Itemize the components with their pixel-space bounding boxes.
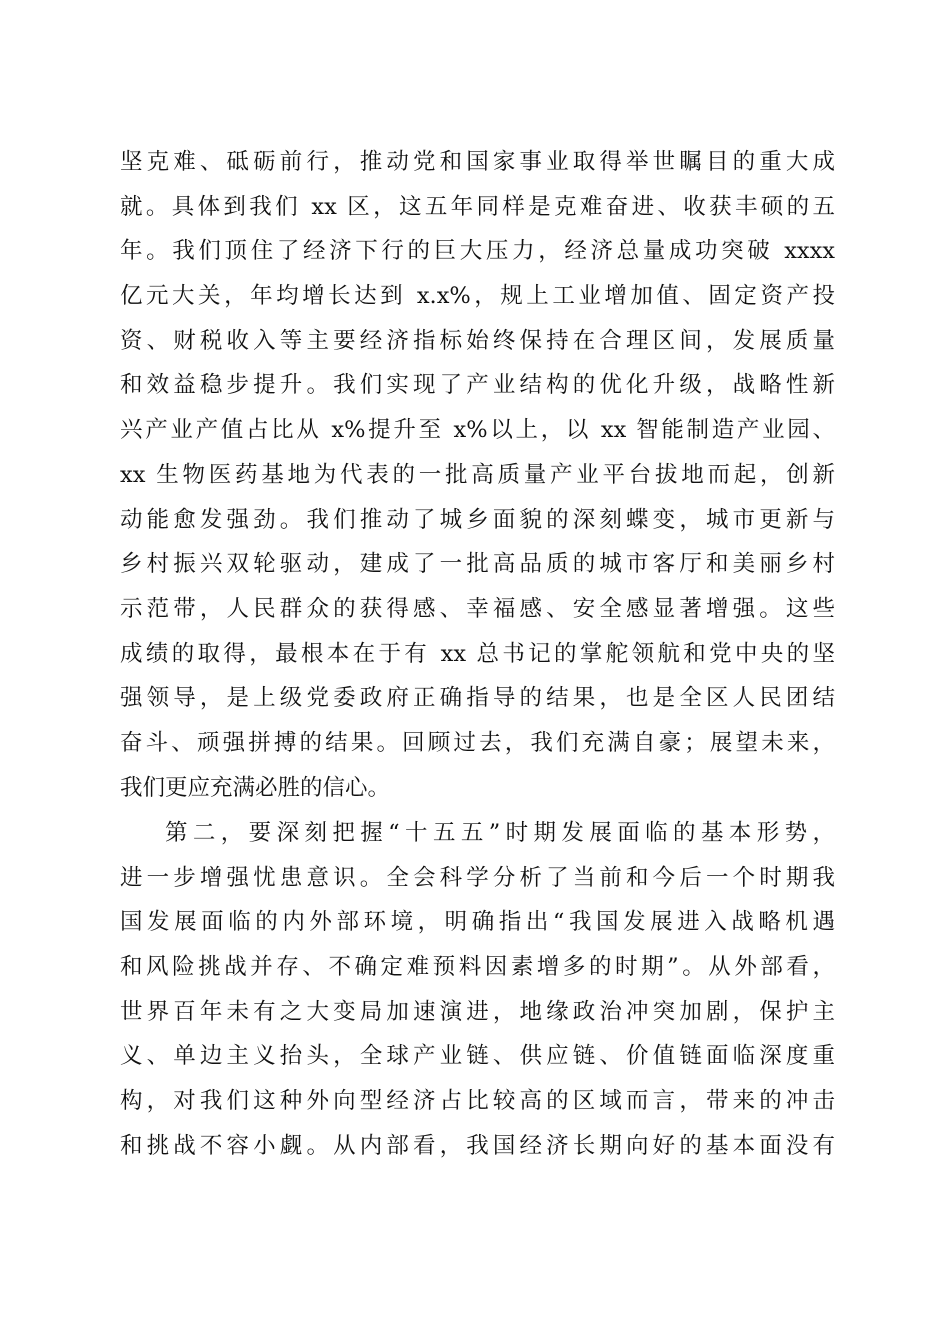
text-line: 和风险挑战并存、不确定难预料因素增多的时期”。从外部看， xyxy=(120,954,835,981)
text-line: 成绩的取得，最根本在于有 xx 总书记的掌舵领航和党中央的坚 xyxy=(120,640,835,667)
text-line: 义、单边主义抬头，全球产业链、供应链、价值链面临深度重 xyxy=(120,1043,835,1070)
text-line: 奋斗、顽强拼搏的结果。回顾过去，我们充满自豪；展望未来， xyxy=(120,729,835,756)
text-line: 亿元大关，年均增长达到 x.x%，规上工业增加值、固定资产投 xyxy=(120,283,835,310)
text-line: 和效益稳步提升。我们实现了产业结构的优化升级，战略性新 xyxy=(120,372,835,399)
text-line: 强领导，是上级党委政府正确指导的结果，也是全区人民团结 xyxy=(120,685,835,712)
text-line: 进一步增强忧患意识。全会科学分析了当前和今后一个时期我 xyxy=(120,864,835,891)
text-line: 动能愈发强劲。我们推动了城乡面貌的深刻蝶变，城市更新与 xyxy=(120,506,835,533)
text-line: 构，对我们这种外向型经济占比较高的区域而言，带来的冲击 xyxy=(120,1088,835,1115)
text-line: xx 生物医药基地为代表的一批高质量产业平台拔地而起，创新 xyxy=(120,461,835,488)
paragraph-situation xyxy=(120,811,835,1169)
text-line: 国发展面临的内外部环境，明确指出“我国发展进入战略机遇 xyxy=(120,909,835,936)
text-line: 兴产业产值占比从 x%提升至 x%以上，以 xx 智能制造产业园、 xyxy=(120,417,835,444)
text-line: 第二，要深刻把握“十五五”时期发展面临的基本形势， xyxy=(165,820,835,846)
text-line: 年。我们顶住了经济下行的巨大压力，经济总量成功突破 xxxx xyxy=(120,238,835,265)
text-line: 乡村振兴双轮驱动，建成了一批高品质的城市客厅和美丽乡村 xyxy=(120,551,835,578)
text-line: 就。具体到我们 xx 区，这五年同样是克难奋进、收获丰硕的五 xyxy=(120,193,835,220)
text-line: 示范带，人民群众的获得感、幸福感、安全感显著增强。这些 xyxy=(120,595,835,622)
text-line: 世界百年未有之大变局加速演进，地缘政治冲突加剧，保护主 xyxy=(120,998,835,1025)
text-line: 和挑战不容小觑。从内部看，我国经济长期向好的基本面没有 xyxy=(120,1132,835,1159)
text-line: 我们更应充满必胜的信心。 xyxy=(120,774,391,801)
paragraph-achievements xyxy=(120,140,835,810)
text-line: 坚克难、砥砺前行，推动党和国家事业取得举世瞩目的重大成 xyxy=(120,149,835,175)
text-line: 资、财税收入等主要经济指标始终保持在合理区间，发展质量 xyxy=(120,327,835,354)
